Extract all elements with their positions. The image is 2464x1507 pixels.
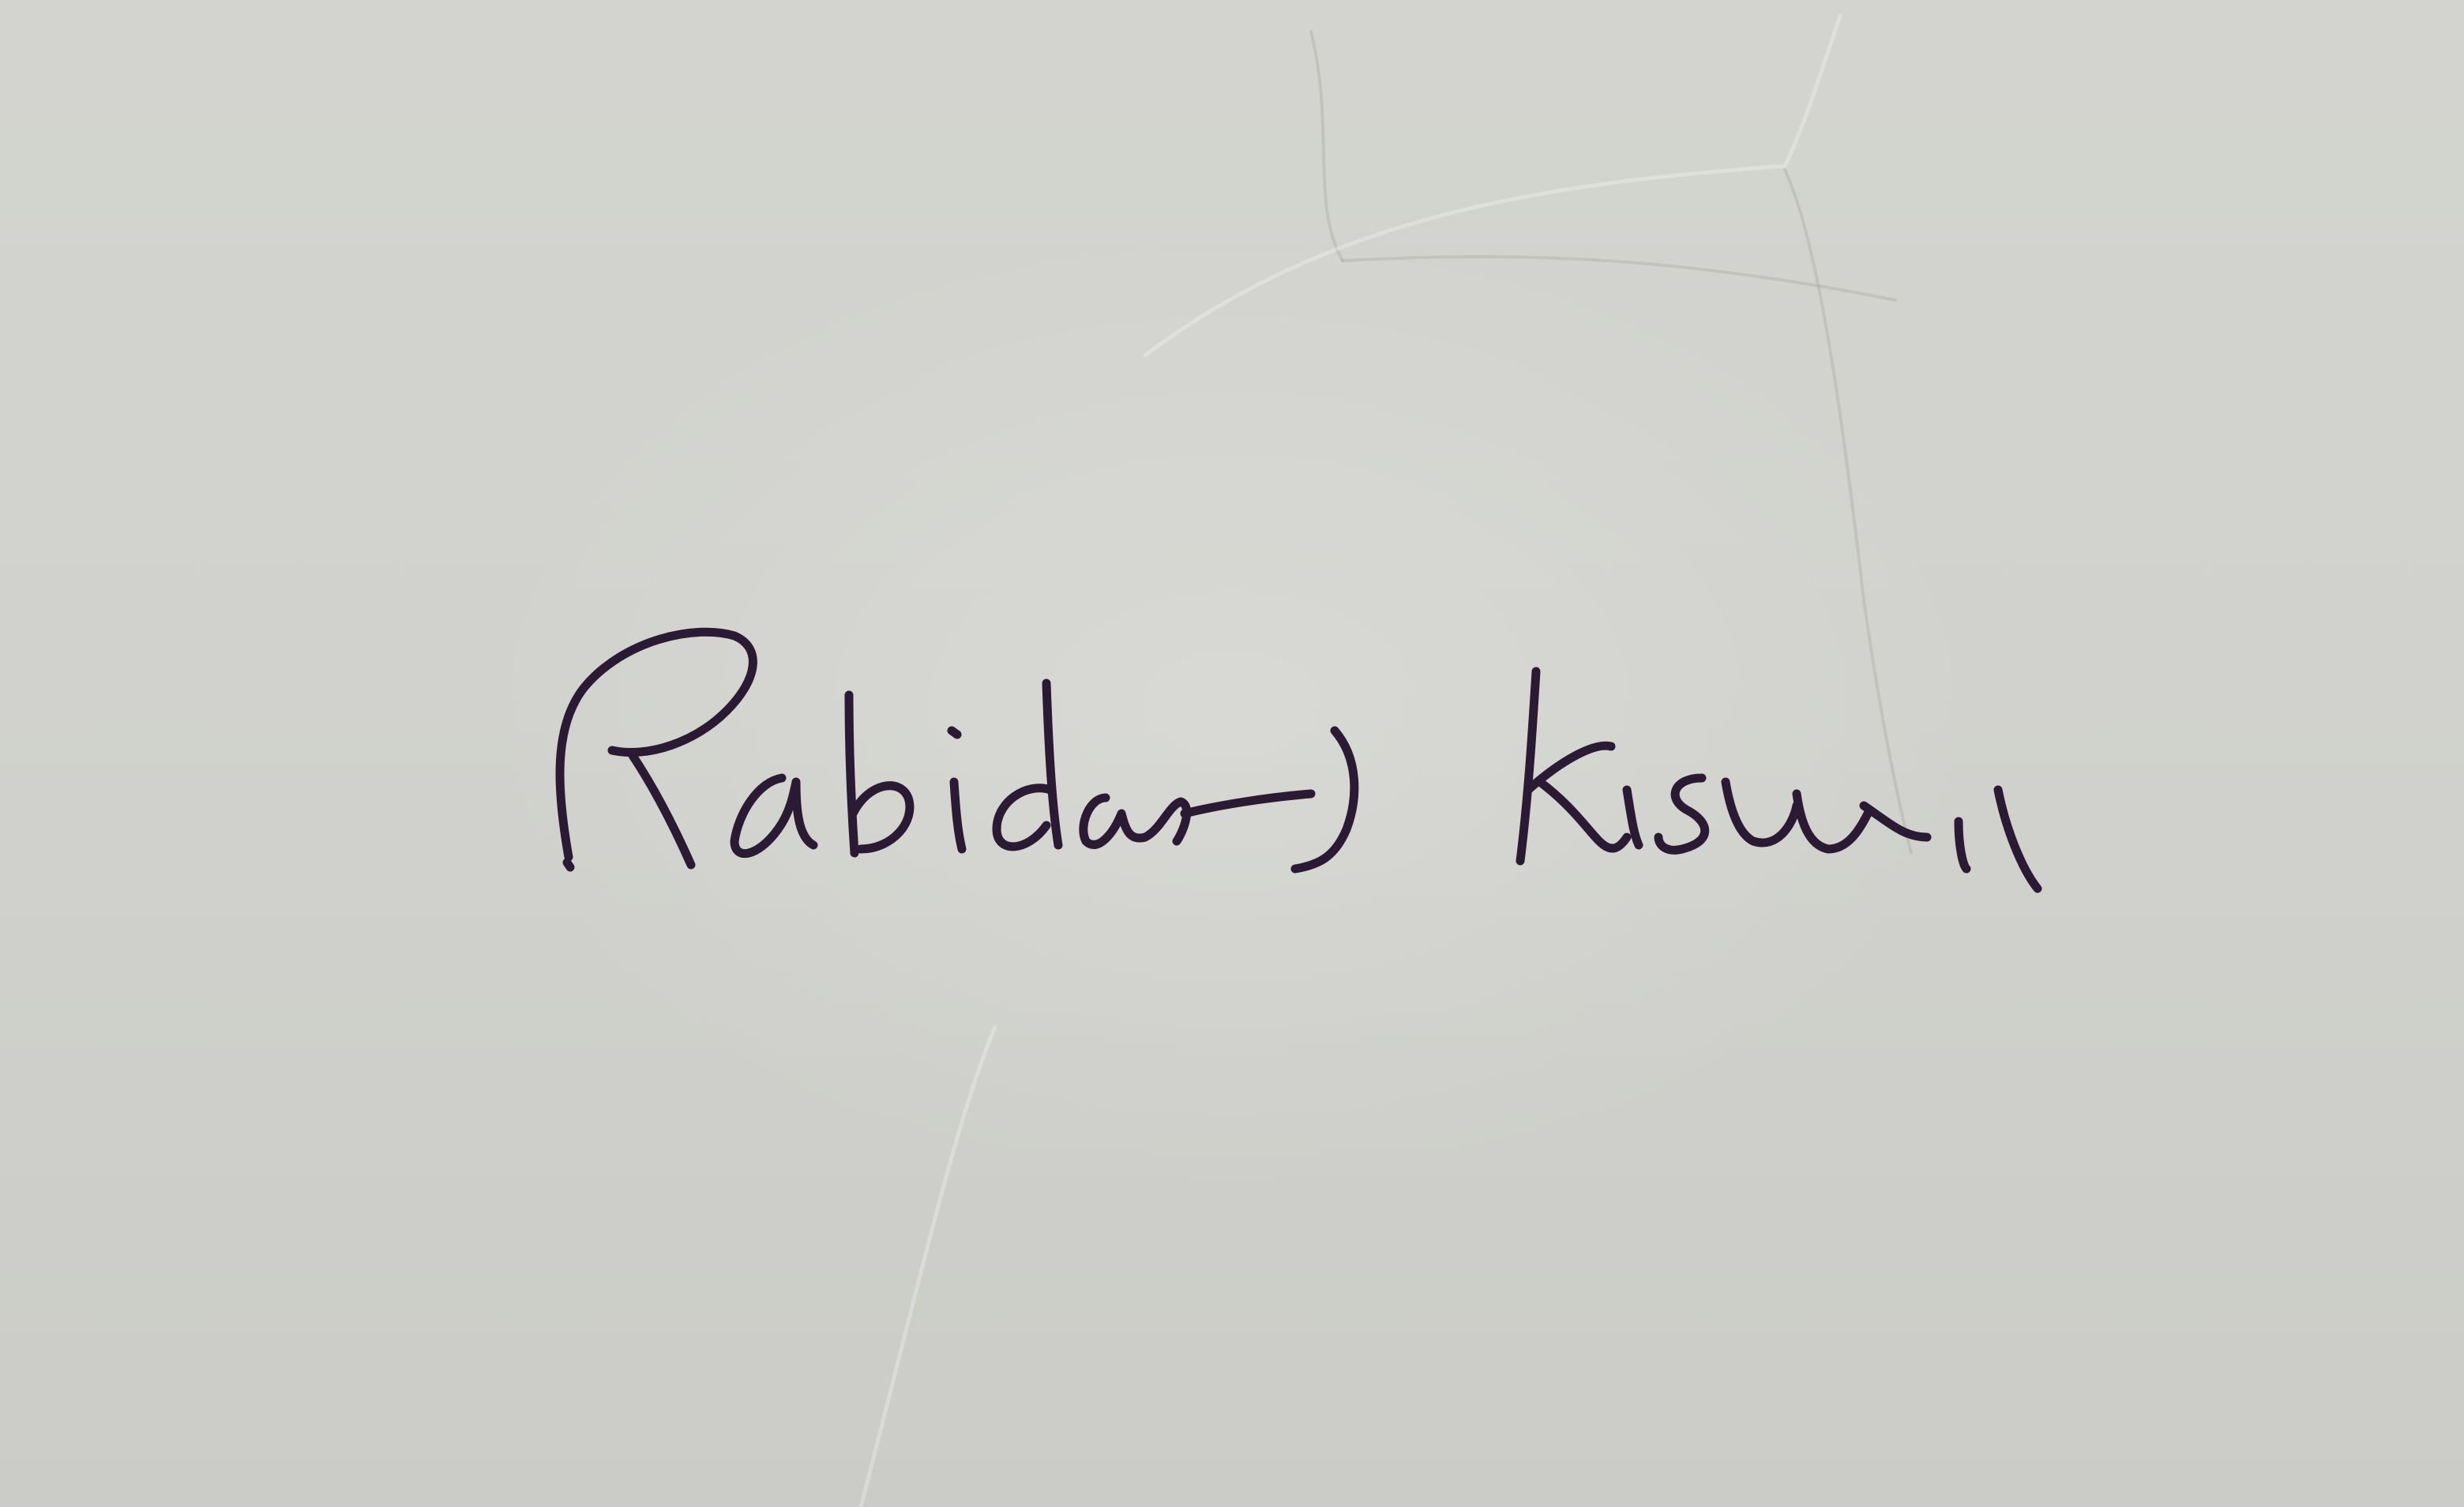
signature-letter-a (734, 778, 813, 854)
signature-dot (567, 862, 570, 867)
signature-tail (1998, 790, 2038, 889)
signature-letter-d (997, 683, 1058, 847)
signature-letter-K (1520, 671, 1627, 861)
signature-letter-i (954, 782, 962, 849)
signature-letters-ku (1726, 782, 1966, 869)
signature-letter-R (560, 632, 753, 865)
signature-i-dot (952, 731, 957, 735)
signature-letters-as (1084, 731, 1354, 869)
signature-letter-s (1658, 778, 1705, 850)
signature-letter-b (849, 695, 910, 853)
